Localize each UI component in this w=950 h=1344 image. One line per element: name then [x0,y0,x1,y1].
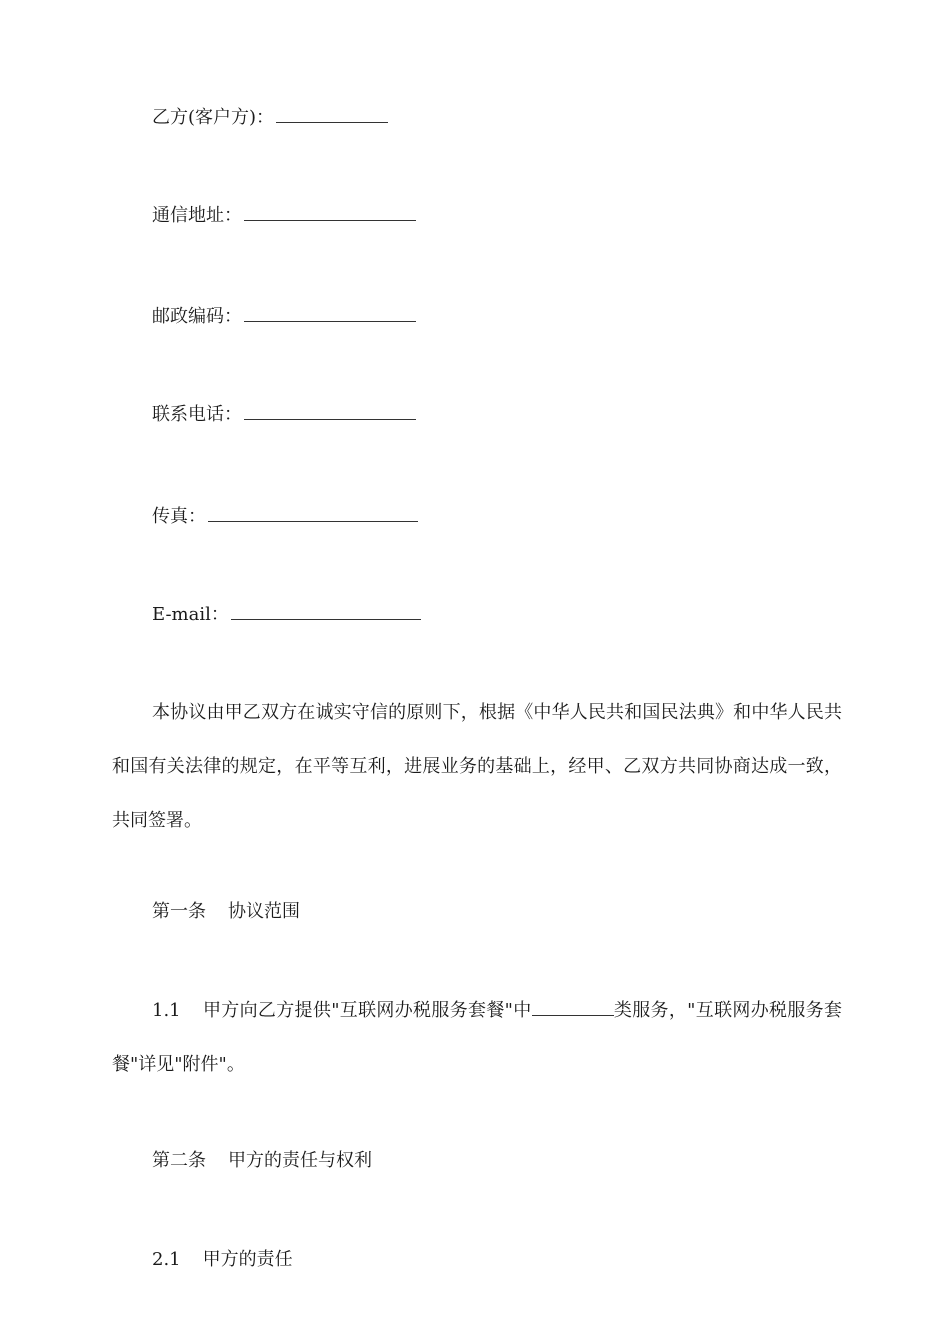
clause-1-1-number: 1.1 [152,1000,181,1021]
service-category-blank-field[interactable] [532,997,614,1016]
article2-heading [152,1149,372,1173]
postcode-label: 邮政编码： [152,306,242,327]
client-blank-field[interactable] [276,104,388,123]
clause-2-1-title: 甲方的责任 [202,1249,293,1270]
phone-line [152,401,416,427]
email-line [152,601,421,627]
article1-title: 协议范围 [228,901,300,922]
fax-line [152,503,418,529]
address-blank-field[interactable] [244,202,416,221]
postcode-line [152,303,416,329]
email-label: E-mail： [152,604,229,625]
clause-1-1-paragraph [112,984,842,1092]
clause-1-1-text-before: 甲方向乙方提供"互联网办税服务套餐"中 [202,1000,532,1021]
fax-blank-field[interactable] [208,503,418,522]
address-line [152,202,416,228]
client-label: 乙方(客户方)： [152,107,275,128]
fax-label: 传真： [152,506,206,527]
article2-title: 甲方的责任与权利 [228,1150,372,1171]
address-label: 通信地址： [152,205,242,226]
intro-paragraph: 本协议由甲乙双方在诚实守信的原则下，根据《中华人民共和国民法典》和中华人民共和国有关法律的规定，在平等互利，进展业务的基础上，经甲、乙双方共同协商达成一致，共同签署。 [112,702,842,831]
phone-blank-field[interactable] [244,401,416,420]
article1-heading [152,900,300,924]
phone-label: 联系电话： [152,404,242,425]
client-line [152,104,388,130]
article2-number: 第二条 [152,1150,206,1171]
article1-number: 第一条 [152,901,206,922]
clause-2-1-heading [152,1248,293,1272]
clause-1-1-text-after: 类服务，"互联网办税服务套餐"详见"附件"。 [112,1000,842,1075]
email-blank-field[interactable] [231,601,421,620]
clause-2-1-number: 2.1 [152,1249,181,1270]
postcode-blank-field[interactable] [244,303,416,322]
